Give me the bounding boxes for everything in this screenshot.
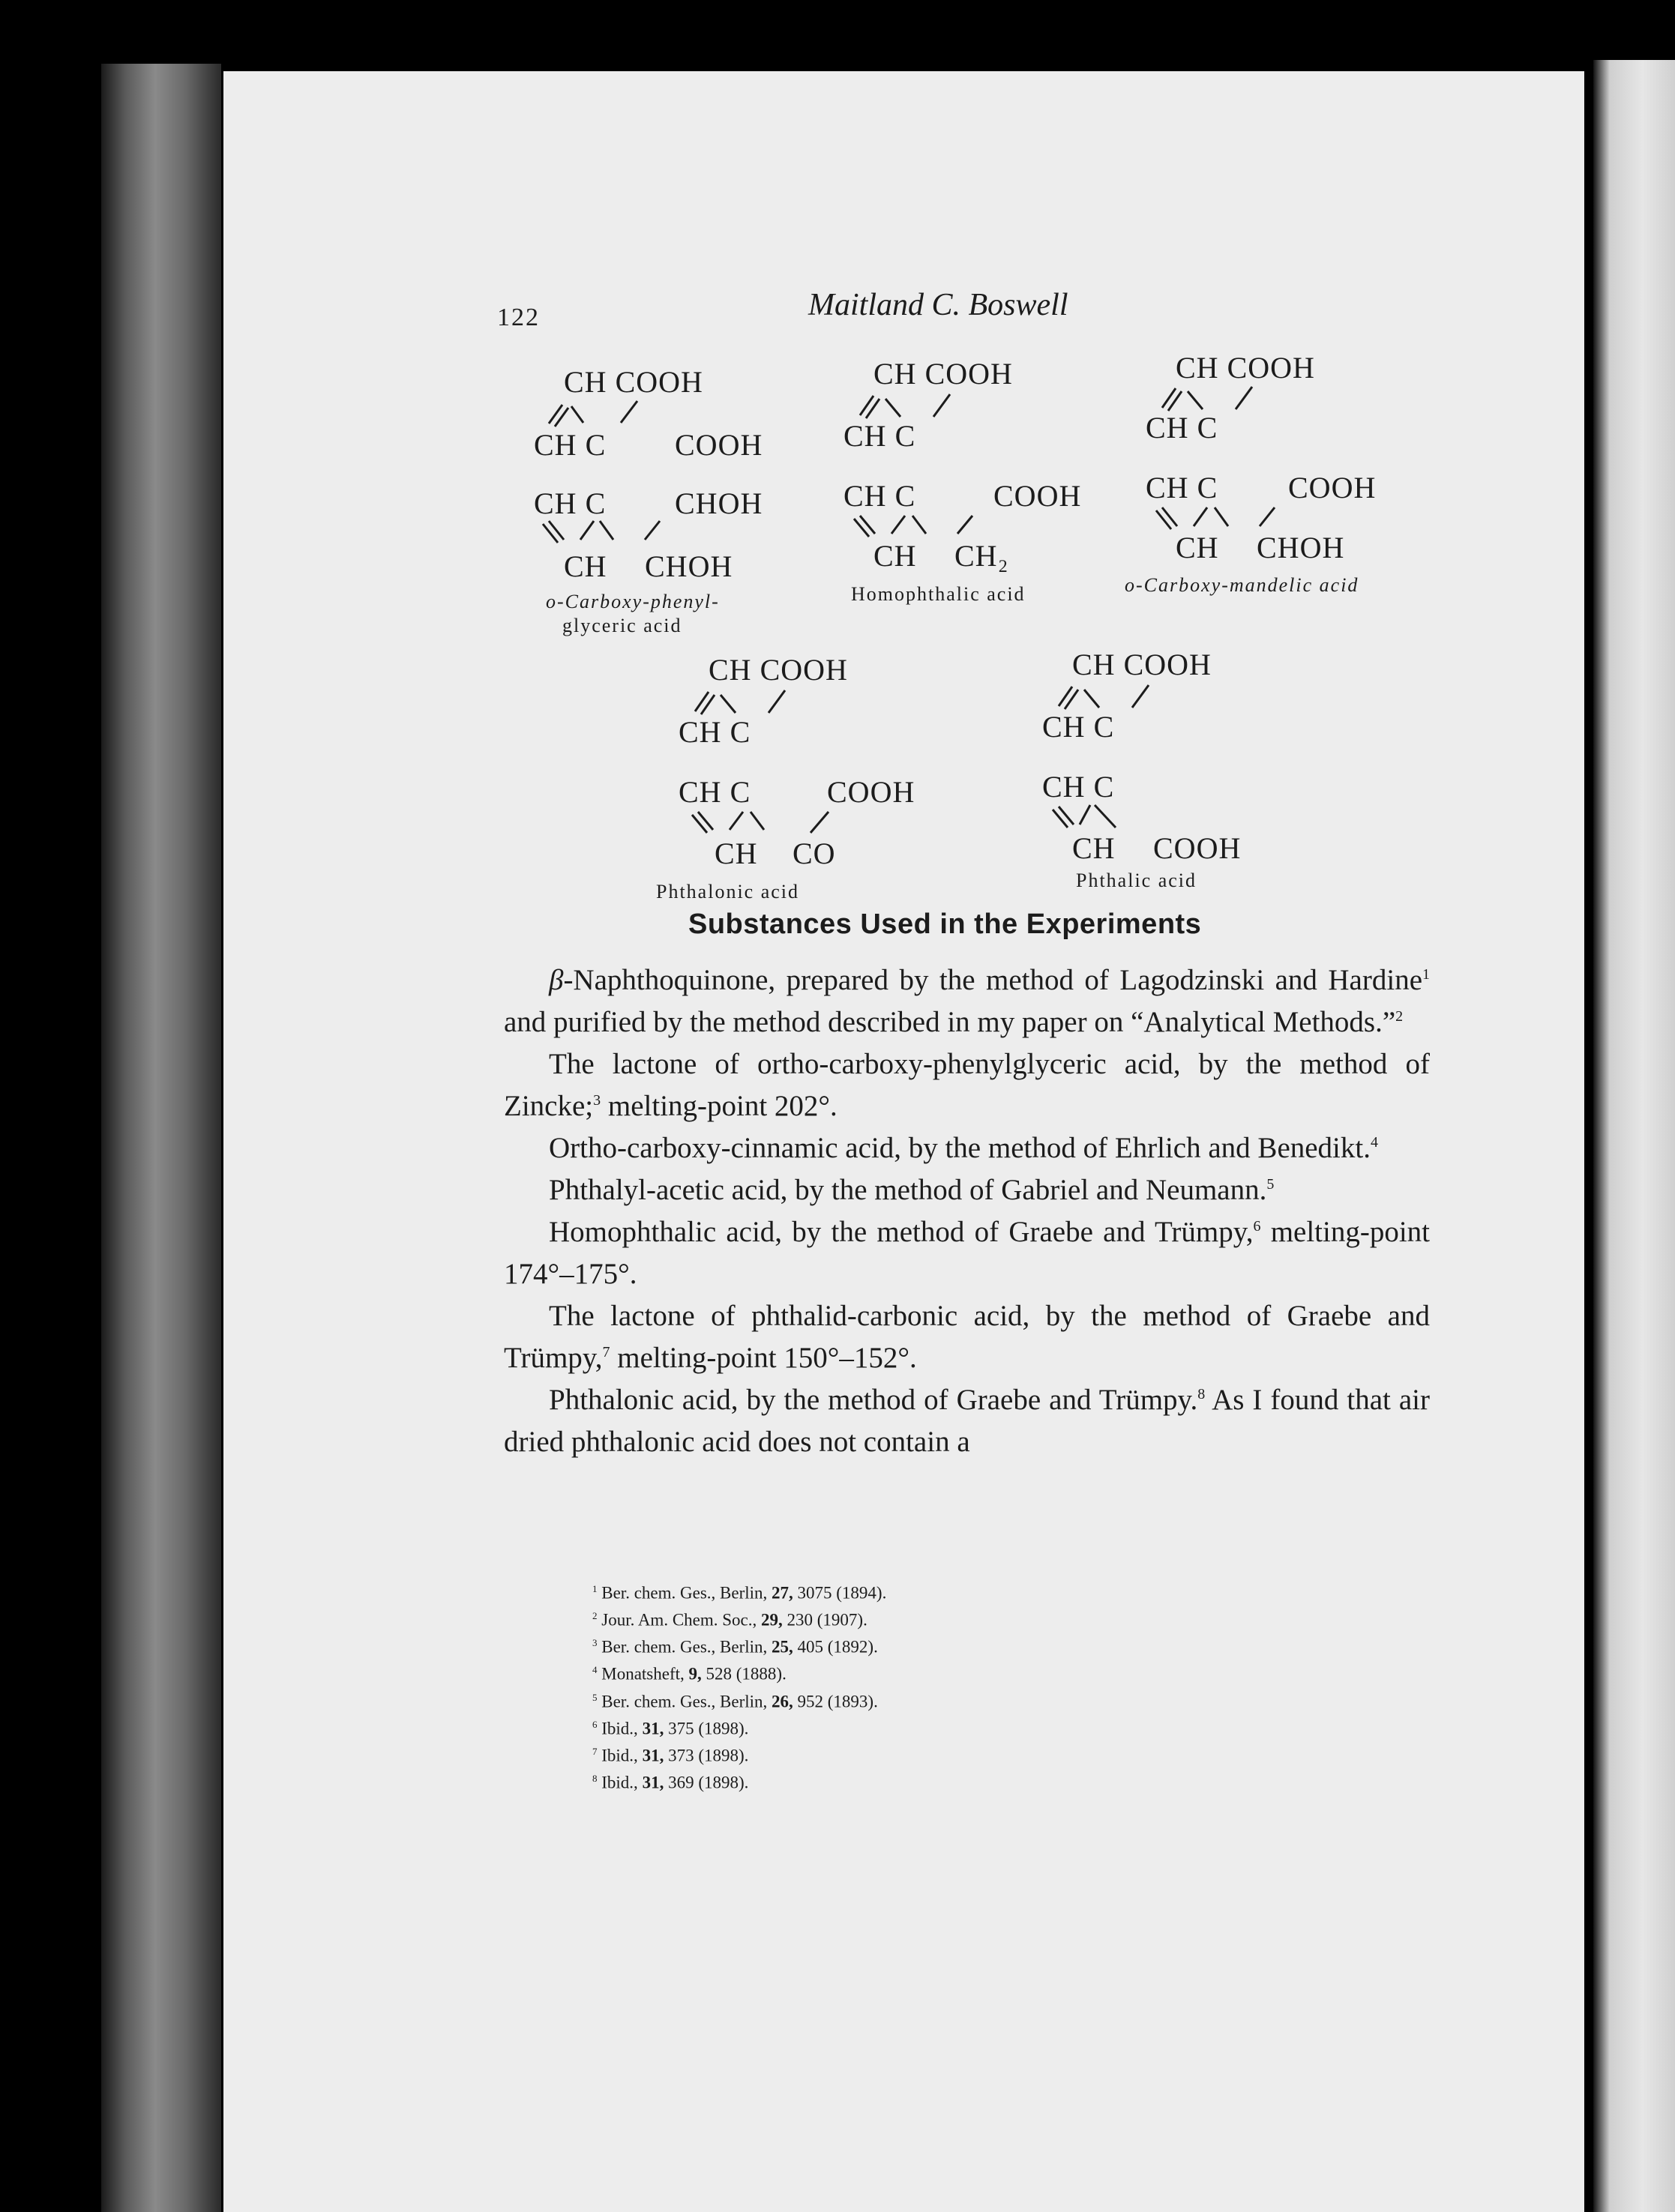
- book-binding-edge: [101, 64, 221, 2212]
- footnote: [592, 1578, 886, 1605]
- formula-text: COOH: [1153, 831, 1242, 865]
- footnote-number: 3: [592, 1637, 598, 1649]
- footnote-pages: 369 (1898).: [664, 1773, 749, 1792]
- footnote-source: Jour. Am. Chem. Soc.,: [601, 1610, 762, 1630]
- footnote: [592, 1605, 886, 1632]
- bond-lines: [1146, 346, 1386, 571]
- formula-text: COOH: [827, 775, 915, 809]
- bond-lines: [843, 352, 1083, 577]
- footnote-volume: 31,: [642, 1773, 664, 1792]
- paragraph-text: melting-point 174°–175°.: [504, 1216, 1431, 1290]
- footnote-volume: 25,: [772, 1637, 793, 1657]
- footnote-ref: 8: [1197, 1386, 1206, 1402]
- footnote-volume: 27,: [772, 1583, 793, 1603]
- paragraph-text: Phthalyl-acetic acid, by the method of Gabriel and Neumann.: [549, 1174, 1267, 1206]
- formula-caption: o-Carboxy-phenyl-: [546, 591, 720, 612]
- paragraph-text: Homophthalic acid, by the method of Graebe and Trümpy,: [549, 1216, 1254, 1248]
- footnote-ref: 2: [1395, 1008, 1404, 1025]
- page-number: 122: [497, 304, 540, 331]
- formula-text: CH COOH: [709, 653, 848, 687]
- footnote-pages: 3075 (1894).: [793, 1583, 887, 1603]
- paragraph-text: The lactone of phthalid-carbonic acid, by the method of Graebe and Trümpy,: [504, 1300, 1430, 1374]
- footnote-source: Ibid.,: [601, 1773, 643, 1792]
- paragraph-text: melting-point 202°.: [601, 1090, 838, 1122]
- footnotes: [592, 1578, 886, 1794]
- formula-text: CH₂: [954, 539, 1009, 573]
- facing-page-edge: [1593, 60, 1675, 2212]
- bond-lines: [679, 648, 918, 873]
- formula-text: CH C: [843, 479, 916, 513]
- formula-text: COOH: [993, 479, 1082, 513]
- footnote-pages: 405 (1892).: [793, 1637, 878, 1657]
- footnote-ref: 7: [602, 1344, 610, 1360]
- formula-text: CH C: [679, 775, 751, 809]
- formula-text: COOH: [675, 428, 763, 462]
- footnote-source: Ber. chem. Ges., Berlin,: [601, 1583, 772, 1603]
- paragraph: [504, 1043, 1430, 1127]
- footnote-pages: 230 (1907).: [782, 1610, 867, 1630]
- formula-text: CH COOH: [1176, 351, 1315, 385]
- footnote: [592, 1659, 886, 1686]
- formula-text: CH: [873, 539, 917, 573]
- paragraph-text: The lactone of ortho-carboxy-phenylglyceric acid, by the method of Zincke;: [504, 1048, 1430, 1122]
- footnote-number: 6: [592, 1718, 598, 1730]
- footnote-source: Monatsheft,: [601, 1665, 689, 1684]
- paragraph-text: -Naphthoquinone, prepared by the method of Lagodzinski and Hardine: [563, 964, 1422, 996]
- formula-text: CHOH: [645, 549, 733, 583]
- paragraph-text: and purified by the method described in my paper on “Analytical Methods.”: [504, 1006, 1396, 1038]
- footnote-volume: 9,: [688, 1665, 702, 1684]
- running-head: Maitland C. Boswell: [808, 288, 1068, 322]
- footnote: [592, 1714, 886, 1741]
- formula-caption: Homophthalic acid: [851, 583, 1026, 605]
- formula-text: CH C: [1042, 770, 1115, 804]
- formula-text: CH C: [1042, 710, 1115, 744]
- formula-text: CH C: [1146, 471, 1218, 504]
- formula-text: CH C: [534, 486, 607, 520]
- paragraph-text: As I found that air dried phthalonic acid does not contain a: [504, 1384, 1430, 1458]
- paragraph: [504, 1211, 1430, 1295]
- paragraph: [504, 1295, 1430, 1379]
- footnote-source: Ibid.,: [601, 1746, 643, 1765]
- footnote-source: Ber. chem. Ges., Berlin,: [601, 1692, 772, 1711]
- footnote-number: 7: [592, 1745, 598, 1757]
- formula-text: COOH: [1288, 471, 1377, 504]
- formula-text: CH: [564, 549, 607, 583]
- paragraph-text: Ortho-carboxy-cinnamic acid, by the method of Ehrlich and Benedikt.: [549, 1132, 1371, 1164]
- formula-caption: Phthalic acid: [1076, 870, 1197, 891]
- formula-text: CH COOH: [1072, 648, 1212, 681]
- footnote-ref: 1: [1422, 966, 1430, 983]
- body-text: [504, 959, 1430, 1463]
- section-heading: Substances Used in the Experiments: [688, 908, 1202, 940]
- formula-text: CH COOH: [564, 365, 703, 399]
- formula-caption: Phthalonic acid: [656, 881, 800, 902]
- footnote-pages: 528 (1888).: [701, 1665, 787, 1684]
- footnote-pages: 373 (1898).: [664, 1746, 749, 1765]
- paragraph: [504, 959, 1430, 1043]
- footnote-source: Ibid.,: [601, 1719, 643, 1738]
- footnote-volume: 31,: [642, 1719, 664, 1738]
- paragraph: [504, 1169, 1430, 1211]
- footnote: [592, 1687, 886, 1714]
- footnote-ref: 4: [1370, 1134, 1378, 1151]
- formula-text: CH C: [1146, 411, 1218, 444]
- paragraph: [504, 1379, 1430, 1463]
- footnote-volume: 31,: [642, 1746, 664, 1765]
- footnote-ref: 6: [1253, 1218, 1261, 1235]
- footnote-number: 5: [592, 1691, 598, 1703]
- formula-text: CH C: [843, 419, 916, 453]
- footnote-pages: 375 (1898).: [664, 1719, 749, 1738]
- formula-text: CH: [1176, 531, 1219, 564]
- footnote-ref: 5: [1266, 1176, 1275, 1193]
- footnote-number: 8: [592, 1773, 598, 1785]
- formula-text: CH: [715, 837, 758, 870]
- formula-text: CHOH: [675, 486, 763, 520]
- formula-text: CH: [1072, 831, 1116, 865]
- formula-text: CH C: [679, 715, 751, 749]
- footnote: [592, 1741, 886, 1768]
- formula-text: CH COOH: [873, 357, 1013, 391]
- footnote-source: Ber. chem. Ges., Berlin,: [601, 1637, 772, 1657]
- footnote-volume: 29,: [761, 1610, 783, 1630]
- footnote: [592, 1768, 886, 1794]
- footnote-ref: 3: [593, 1092, 601, 1109]
- paragraph: [504, 1127, 1430, 1169]
- paragraph-text: Phthalonic acid, by the method of Graebe and Trümpy.: [549, 1384, 1198, 1416]
- bond-lines: [1042, 643, 1282, 868]
- formula-text: CH C: [534, 428, 607, 462]
- formula-text: CO: [793, 837, 836, 870]
- footnote-pages: 952 (1893).: [793, 1692, 878, 1711]
- footnote: [592, 1632, 886, 1659]
- formula-text: CHOH: [1257, 531, 1345, 564]
- footnote-number: 2: [592, 1610, 598, 1622]
- footnote-number: 4: [592, 1664, 598, 1676]
- formula-caption: glyceric acid: [562, 615, 682, 636]
- footnote-number: 1: [592, 1583, 598, 1594]
- formula-caption: o-Carboxy-mandelic acid: [1125, 574, 1359, 596]
- beta-symbol: β: [549, 964, 564, 996]
- bond-lines: [525, 360, 765, 585]
- footnote-volume: 26,: [772, 1692, 793, 1711]
- paragraph-text: melting-point 150°–152°.: [610, 1342, 917, 1374]
